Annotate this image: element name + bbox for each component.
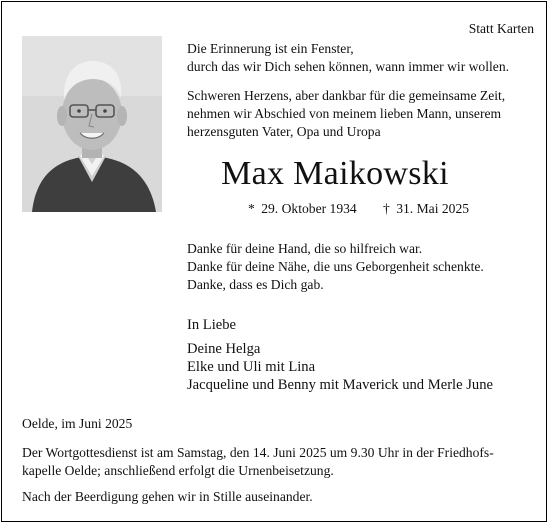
portrait-photo bbox=[22, 36, 162, 212]
service-line: Der Wortgottesdienst ist am Samstag, den 14. Juni 2025 um 9.30 Uhr in der Friedhofs- bbox=[22, 445, 494, 460]
portrait-photo-icon bbox=[22, 36, 162, 212]
mourner-name: Jacqueline und Benny mit Maverick und Merle June bbox=[187, 377, 493, 393]
in-love-label: In Liebe bbox=[187, 317, 237, 333]
birth-star-icon: * bbox=[248, 201, 255, 216]
birth-date-text: 29. Oktober 1934 bbox=[261, 201, 357, 216]
death-notice bbox=[1, 1, 547, 522]
intro-line: Schweren Herzens, aber dankbar für die gemeinsame Zeit, bbox=[187, 88, 506, 103]
thanks-line: Danke für deine Hand, die so hilfreich war. bbox=[187, 241, 423, 256]
thanks-line: Danke für deine Nähe, die uns Geborgenheit schenkte. bbox=[187, 259, 484, 274]
closing-line: Nach der Beerdigung gehen wir in Stille auseinander. bbox=[22, 489, 313, 504]
birth-date bbox=[248, 200, 357, 217]
quote-line: durch das wir Dich sehen können, wann immer wir wollen. bbox=[187, 59, 510, 74]
place-date: Oelde, im Juni 2025 bbox=[22, 416, 133, 431]
death-cross-icon: † bbox=[383, 201, 390, 216]
intro-line: herzensguten Vater, Opa und Uropa bbox=[187, 124, 381, 139]
death-date bbox=[383, 200, 469, 217]
thanks-line: Danke, dass es Dich gab. bbox=[187, 277, 324, 292]
mourner-name: Deine Helga bbox=[187, 341, 261, 357]
intro-line: nehmen wir Abschied von meinem lieben Mann, unserem bbox=[187, 106, 502, 121]
mourner-name: Elke und Uli mit Lina bbox=[187, 359, 316, 375]
death-date-text: 31. Mai 2025 bbox=[396, 201, 470, 216]
statt-karten-label: Statt Karten bbox=[468, 21, 534, 36]
deceased-name: Max Maikowski bbox=[221, 155, 449, 192]
service-line: kapelle Oelde; anschließend erfolgt die Urnenbeisetzung. bbox=[22, 463, 334, 478]
quote-line: Die Erinnerung ist ein Fenster, bbox=[187, 41, 354, 56]
